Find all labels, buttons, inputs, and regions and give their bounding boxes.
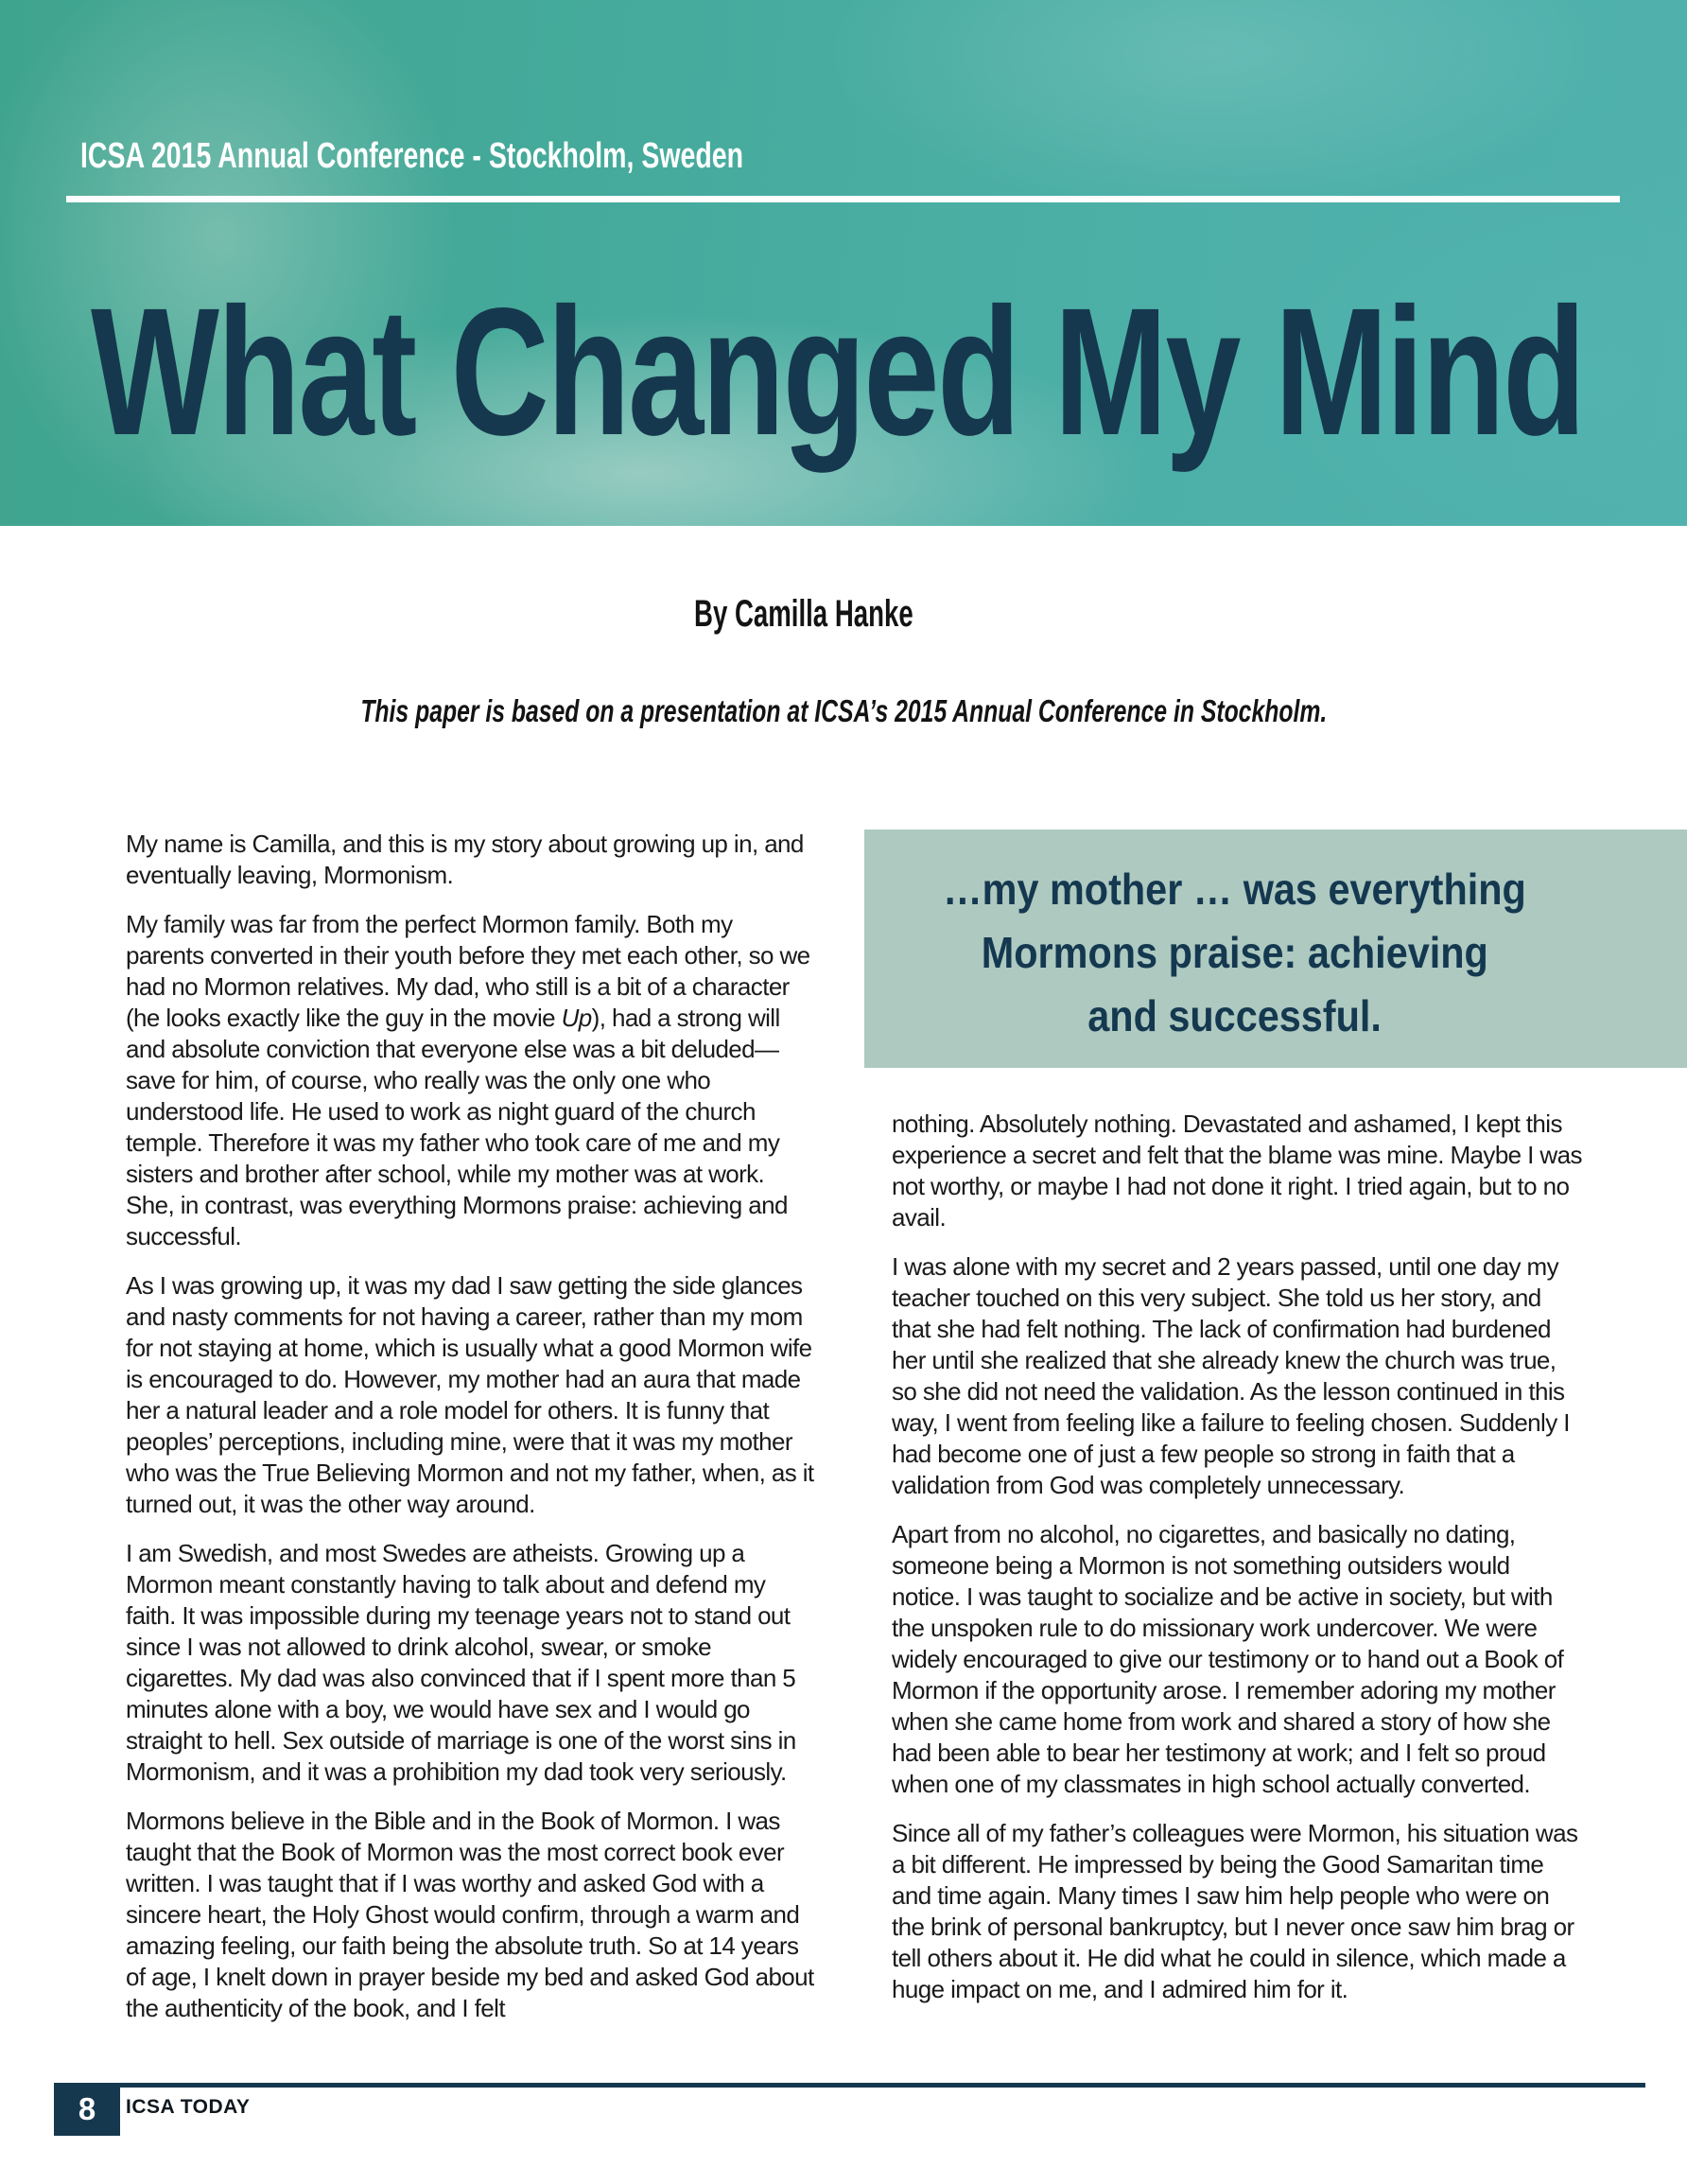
movie-title: Up <box>561 1004 592 1032</box>
paragraph-father: Since all of my father’s colleagues were Mormon, his situation was a bit different. He impressed by being the Good Samaritan time and time again. Many times I saw him help people who were on the brink of personal bankruptcy, but I never once saw him brag or tell others about it. He did what he could in silence, which made a huge impact on me, and I admired him for it. <box>892 1819 1578 2003</box>
paragraph-secret: I was alone with my secret and 2 years passed, until one day my teacher touched on this very subject. She told us her story, and that she had felt nothing. The lack of confirmation had burdened her until she realized that she already knew the church was true, so she did not need the validation. As the lesson continued in this way, I went from feeling like a failure to feeling chosen. Suddenly I had become one of just a few people so strong in faith that a validation from God was completely unnecessary. <box>892 1252 1570 1499</box>
header-divider-rule <box>66 196 1620 202</box>
presentation-note-text: This paper is based on a presentation at ICSA’s 2015 Annual Conference in Stockholm. <box>360 693 1327 728</box>
paragraph-nothing: nothing. Absolutely nothing. Devastated and ashamed, I kept this experience a secret and felt that the blame was mine. Maybe I was not worthy, or maybe I had not done it right. I tried again, but to no avail. <box>892 1109 1582 1232</box>
page-number: 8 <box>78 2091 96 2126</box>
byline-text: By Camilla Hanke <box>694 593 913 635</box>
paragraph-family <box>126 909 816 1252</box>
pull-quote-text <box>864 858 1606 1048</box>
article-header-banner <box>0 0 1687 526</box>
publication-title: ICSA TODAY <box>126 2096 251 2118</box>
paragraph-swedish: I am Swedish, and most Swedes are atheists. Growing up a Mormon meant constantly having to talk about and defend my faith. It was impossible during my teenage years not to stand out since I was not allowed to drink alcohol, swear, or smoke cigarettes. My dad was also convinced that if I spent more than 5 minutes alone with a boy, we would have sex and I would go straight to hell. Sex outside of marriage is one of the worst sins in Mormonism, and it was a prohibition my dad took very seriously. <box>126 1539 796 1786</box>
paragraph-book-of-mormon: Mormons believe in the Bible and in the Book of Mormon. I was taught that the Book of Mormon was the most correct book ever written. I was taught that if I was worthy and asked God with a sincere heart, the Holy Ghost would confirm, through a warm and amazing feeling, our faith being the absolute truth. So at 14 years of age, I knelt down in prayer beside my bed and asked God about the authenticity of the book, and I felt <box>126 1807 814 2022</box>
pull-quote-line: and successful. <box>1087 991 1383 1040</box>
paragraph-family-post: ), had a strong will and absolute conviction that everyone else was a bit deluded—save for him, of course, who really was the only one who understood life. He used to work as night guard of the church temple. Therefore it was my father who took care of me and my sisters and brother after school, while my mother was at work. She, in contrast, was everything Mormons praise: achieving and successful. <box>126 1004 788 1250</box>
footer-rule <box>54 2083 1645 2088</box>
paragraph-growing-up: As I was growing up, it was my dad I saw getting the side glances and nasty comments for not having a career, rather than my mom for not staying at home, which is usually what a good Mormon wife is encouraged to do. However, my mother had an aura that made her a natural leader and a role model for others. It is funny that peoples’ perceptions, including mine, were that it was my mother who was the True Believing Mormon and not my father, when, as it turned out, it was the other way around. <box>126 1271 814 1518</box>
paragraph-undercover: Apart from no alcohol, no cigarettes, and basically no dating, someone being a Mormon is not something outsiders would notice. I was taught to socialize and be active in society, but with the unspoken rule to do missionary work undercover. We were widely encouraged to give our testimony or to hand out a Book of Mormon if the opportunity arose. I remember adoring my mother when she came home from work and shared a story of how she had been able to bear her testimony at work; and I felt so proud when one of my classmates in high school actually converted. <box>892 1520 1564 1798</box>
paragraph-intro: My name is Camilla, and this is my story about growing up in, and eventually leaving, Mormonism. <box>126 830 804 889</box>
conference-kicker <box>80 138 965 174</box>
pull-quote-line: …my mother … was everything <box>943 865 1527 914</box>
presentation-note <box>0 695 1687 726</box>
paragraph-family-pre: My family was far from the perfect Mormon family. Both my parents converted in their youth before they met each other, so we had no Mormon relatives. My dad, who still is a bit of a character (he looks exactly like the guy in the movie <box>126 910 810 1032</box>
article-title <box>91 270 1687 473</box>
right-column <box>892 1109 1582 2023</box>
article-title-text: What Changed My Mind <box>91 270 1584 473</box>
pull-quote-box <box>864 830 1687 1068</box>
page-number-box <box>54 2083 120 2136</box>
conference-kicker-text: ICSA 2015 Annual Conference - Stockholm, Sweden <box>80 136 744 176</box>
byline <box>0 595 1608 633</box>
pull-quote-line: Mormons praise: achieving <box>981 928 1489 977</box>
left-column <box>126 829 816 2042</box>
